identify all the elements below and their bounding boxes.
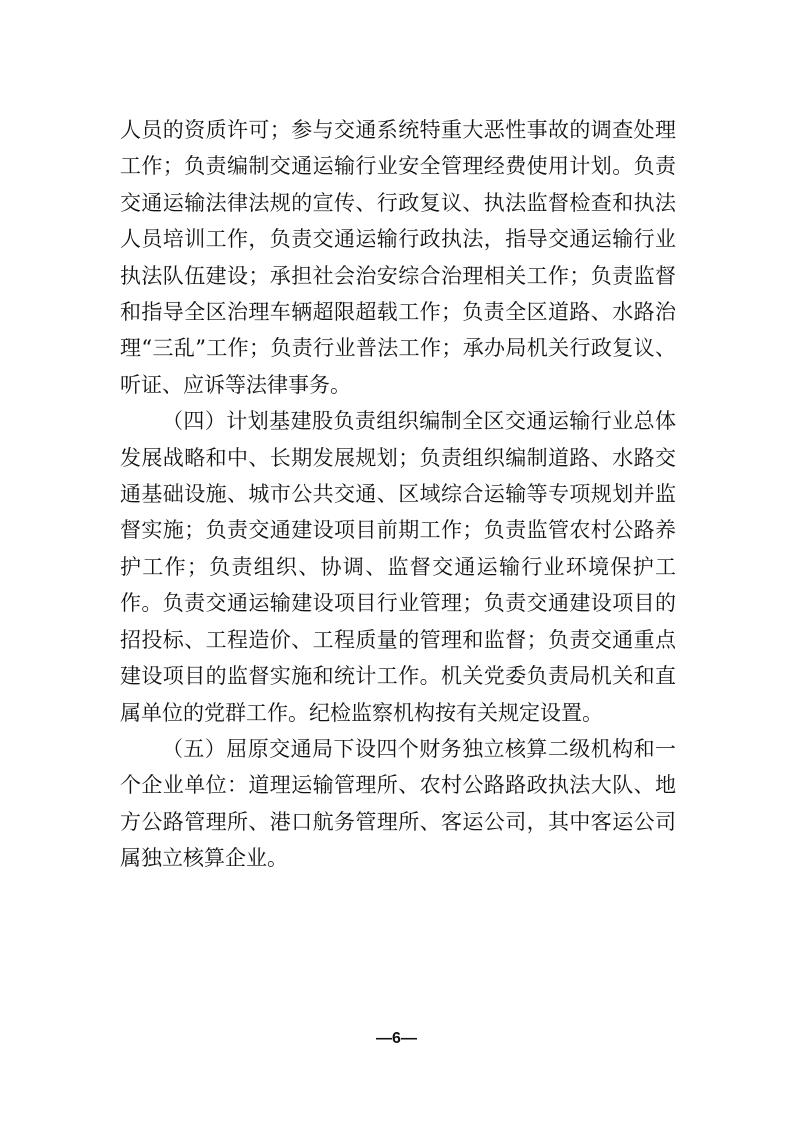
paragraph-section-4: （四）计划基建股负责组织编制全区交通运输行业总体发展战略和中、长期发展规划；负责组织编制道路、水路交通基础设施、城市公共交通、区域综合运输等专项规划并监督实施；负责交通建设项目前期工作；负责监管农村公路养护工作；负责组织、协调、监督交通运输行业环境保护工作。负责交通运输建设项目行业管理；负责交通建设项目的招投标、工程造价、工程质量的管理和监督；负责交通重点建设项目的监督实施和统计工作。机关党委负责局机关和直属单位的党群工作。纪检监察机构按有关规定设置。 (120, 409, 676, 725)
document-body (120, 112, 676, 877)
page-number: —6— (376, 1030, 417, 1047)
paragraph-continuation: 人员的资质许可；参与交通系统特重大恶性事故的调查处理工作；负责编制交通运输行业安全管理经费使用计划。负责交通运输法律法规的宣传、行政复议、执法监督检查和执法人员培训工作，负责交通运输行政执法，指导交通运输行业执法队伍建设；承担社会治安综合治理相关工作；负责监督和指导全区治理车辆超限超载工作；负责全区道路、水路治理“三乱”工作；负责行业普法工作；承办局机关行政复议、听证、应诉等法律事务。 (120, 118, 676, 397)
paragraph-section-5: （五）屈原交通局下设四个财务独立核算二级机构和一个企业单位：道理运输管理所、农村公路路政执法大队、地方公路管理所、港口航务管理所、客运公司，其中客运公司属独立核算企业。 (120, 736, 676, 871)
